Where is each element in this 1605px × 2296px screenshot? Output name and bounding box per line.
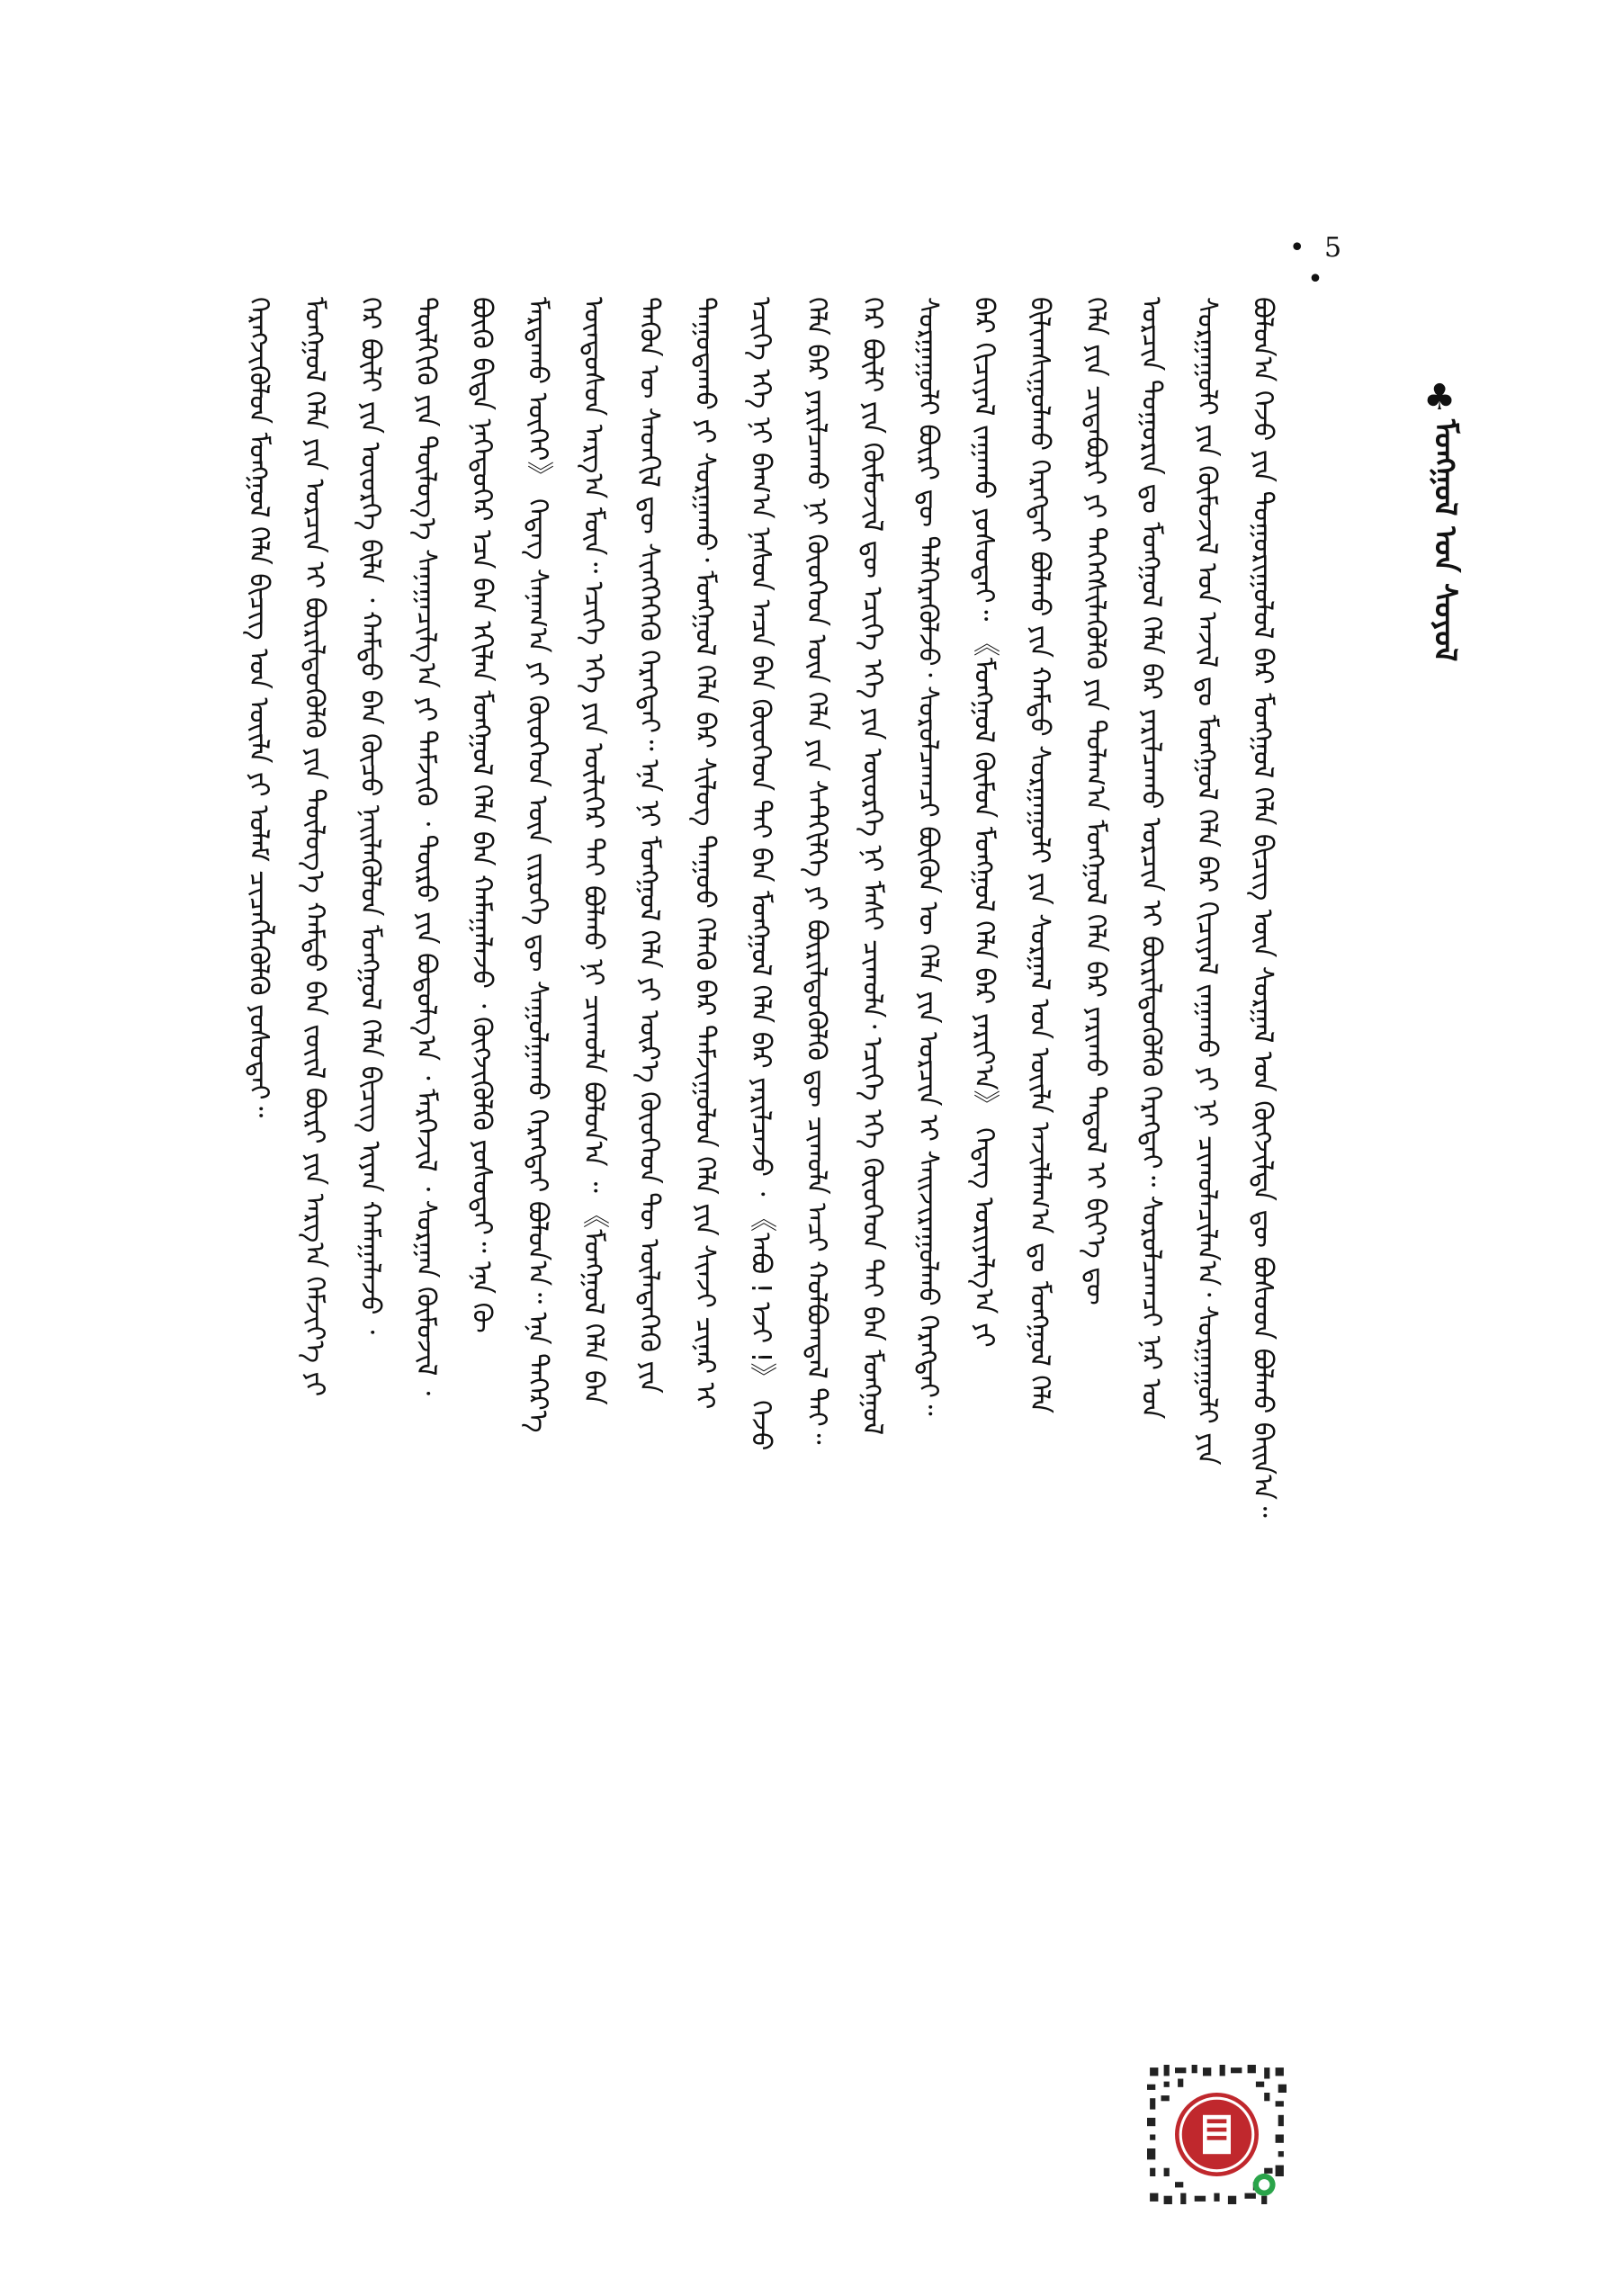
text-line: ᠬᠡᠯᠡ ᠪᠡᠷ ᠶᠠᠷᠢᠯᠴᠠᠬᠤ ᠨᠢ ᠬᠦᠦᠬᠡᠳ ᠦᠨ ᠬᠡᠯᠡ ᠶᠢᠨ ᠰᠡᠲᠭᠢᠯᠭᠡ ᠶᠢ ᠪᠦᠷᠢᠯᠳᠦᠭᠦᠯᠬᠦ ᠳᠦ ᠴᠢᠬᠤᠯᠠ ᠠᠴᠢ ᠬᠣᠯᠪᠣᠭᠳᠠᠯ ᠲᠠᠢ᠃ <box>801 297 832 1445</box>
header-title: ᠮᠣᠩᠭᠣᠯ ᠤᠨ ᠰᠣᠶᠣᠯ <box>1427 419 1463 662</box>
text-line: ᠬᠡᠯᠡ ᠶᠢᠨ ᠴᠢᠳᠠᠪᠤᠷᠢ ᠶᠢ ᠳᠡᠭᠡᠭᠰᠢᠯᠡᠭᠦᠯᠬᠦ ᠶᠢᠨ ᠲᠤᠯᠠᠭ᠎ᠠ ᠮᠣᠩᠭᠣᠯ ᠬᠡᠯᠡ ᠪᠡᠷ ᠶᠠᠷᠢᠬᠤ ᠳᠠᠳᠤᠯ ᠢ ᠪᠢᠶ᠎ᠡ ᠳᠦ <box>1080 297 1111 1305</box>
club-icon: ♣ <box>1423 377 1456 418</box>
running-header <box>1412 377 1466 662</box>
body-text <box>238 297 1282 1970</box>
text-line: ᠭᠡᠷ ᠪᠦᠯᠢ ᠶᠢᠨ ᠬᠦᠮᠦᠵᠢᠯ ᠳᠦ ᠡᠴᠢᠭᠡ ᠡᠬᠡ ᠶᠢᠨ ᠦᠦᠷᠭᠡ ᠨᠢ ᠮᠠᠰᠢ ᠴᠢᠬᠤᠯᠠ᠂ ᠡᠴᠢᠭᠡ ᠡᠬᠡ ᠬᠦᠦᠬᠡᠳ ᠲᠡᠢ ᠪᠡᠨ ᠮᠣᠩᠭᠣᠯ <box>856 297 888 1436</box>
text-line: ᠪᠣᠯᠤᠨ᠎ᠠ ᠭᠡᠵᠦ ᠶᠢᠨ ᠲᠣᠭᠣᠷᠢᠭᠤᠯᠤᠯ ᠪᠠᠷ ᠮᠣᠩᠭᠣᠯ ᠬᠡᠯᠡ ᠪᠢᠴᠢᠭ ᠦᠨ ᠰᠤᠷᠭᠠᠯ ᠤᠨ ᠬᠥᠭᠵᠢᠯᠲᠡ ᠳᠦ ᠪᠤᠰᠤᠳ ᠪᠣᠯᠬᠤ ᠪᠠᠢ᠌ᠨ᠎ᠠ᠃ <box>1247 297 1278 1518</box>
qr-code[interactable] <box>1147 2065 1287 2204</box>
text-line: ᠭᠡᠷ ᠪᠦᠯᠢ ᠶᠢᠨ ᠦᠦᠷᠭᠡ ᠪᠢᠯᠡ ᠂ ᠬᠠᠮᠲᠤ ᠪᠡᠨ ᠬᠦᠴᠦ ᠨᠡᠢ᠌ᠯᠡᠭᠦᠯᠦᠨ ᠮᠣᠩᠭᠣᠯ ᠬᠡᠯᠡ ᠪᠢᠴᠢᠭ ᠢᠶᠡᠨ ᠬᠠᠮᠠᠭᠠᠯᠠᠵᠤ ᠂ <box>354 297 386 1335</box>
text-line: ᠡᠴᠢᠭᠡ ᠡᠬᠡ ᠨᠢ ᠪᠠᠭ᠎ᠠ ᠨᠠᠰᠤᠨ ᠠᠴᠠ ᠪᠡᠨ ᠬᠦᠦᠬᠡᠳ ᠲᠡᠢ ᠪᠡᠨ ᠮᠣᠩᠭᠣᠯ ᠬᠡᠯᠡ ᠪᠡᠷ ᠶᠠᠷᠢᠯᠴᠠᠵᠤ ᠂ 《ᠠᠪᠤ ! ᠡᠵᠢ !》 ᠭᠡᠵᠦ <box>745 297 776 1451</box>
text-line: ᠰᠤᠷᠭᠠᠭᠤᠯᠢ ᠪᠦᠷᠢ ᠳᠦ ᠳᠡᠯᠭᠡᠷᠡᠭᠦᠯᠵᠦ᠂ ᠰᠤᠷᠤᠯᠴᠠᠭᠴᠢ ᠪᠦᠬᠦᠨ ᠦ ᠬᠡᠯᠡ ᠶᠢᠨ ᠣᠷᠴᠢᠨ ᠢ ᠰᠠᠢ᠌ᠵᠢᠷᠠᠭᠤᠯᠬᠤ ᠬᠡᠷᠡᠭᠲᠡᠢ᠃ <box>912 297 944 1416</box>
page-number: • 5 • <box>1288 232 1348 295</box>
text-line: ᠲᠡᠭᠦᠨ ᠦ ᠰᠡᠳᠭᠢᠯ ᠳᠦ ᠰᠢᠩᠭᠡᠭᠡᠬᠦ ᠬᠡᠷᠡᠭᠲᠡᠢ᠃ ᠡᠨᠡ ᠨᠢ ᠮᠣᠩᠭᠣᠯ ᠬᠡᠯᠡ ᠶᠢ ᠦᠷ᠎ᠡ ᠬᠦᠦᠬᠡᠳ ᠲᠦ ᠦᠯᠡᠳᠡᠭᠡᠬᠦ ᠶᠢᠨ <box>633 297 665 1394</box>
text-line: ᠪᠡᠷ ᠬᠢᠴᠢᠶᠡᠯ ᠵᠠᠭᠠᠬᠤ ᠶᠣᠰᠤᠲᠠᠢ᠃ 《ᠮᠣᠩᠭᠣᠯ ᠬᠦᠮᠦᠨ ᠮᠣᠩᠭᠣᠯ ᠬᠡᠯᠡ ᠪᠡᠷ ᠶᠠᠷᠢᠶ᠎ᠠ》 ᠭᠡᠳᠡᠭ ᠤᠷᠢᠶᠠᠯᠭ᠎ᠠ ᠶᠢ <box>968 297 1000 1348</box>
qr-code-icon <box>1147 2065 1287 2204</box>
text-line: ᠪᠢᠯᠢᠭᠰᠢᠭᠤᠯᠬᠤ ᠬᠡᠷᠡᠭᠲᠡᠢ ᠪᠣᠯᠬᠤ ᠶᠢᠨ ᠬᠠᠮᠲᠤ ᠰᠤᠷᠭᠠᠭᠤᠯᠢ ᠶᠢᠨ ᠰᠤᠷᠭᠠᠯ ᠤᠨ ᠦᠢᠯᠡ ᠠᠵᠢᠯᠯᠠᠭ᠎ᠠ ᠳᠤ ᠮᠣᠩᠭᠣᠯ ᠬᠡᠯᠡ <box>1024 297 1055 1414</box>
text-line: ᠰᠤᠷᠭᠠᠭᠤᠯᠢ ᠶᠢᠨ ᠬᠦᠮᠦᠵᠢᠯ ᠤᠨ ᠠᠵᠢᠯ ᠳᠤ ᠮᠣᠩᠭᠣᠯ ᠬᠡᠯᠡ ᠪᠡᠷ ᠬᠢᠴᠢᠶᠡᠯ ᠵᠠᠭᠠᠬᠤ ᠶᠢ ᠨᠢ ᠴᠢᠬᠤᠯᠠᠴᠢᠯᠠᠨ᠎ᠠ᠂ ᠰᠤᠷᠭᠠᠭᠤᠯᠢ ᠶᠢᠨ <box>1191 297 1223 1466</box>
text-line: ᠬᠡᠷᠡᠭᠵᠢᠭᠦᠯᠦᠨ ᠮᠣᠩᠭᠣᠯ ᠬᠡᠯᠡ ᠪᠢᠴᠢᠭ ᠤᠨ ᠦᠢᠯᠡ ᠶᠢ ᠤᠯᠠᠮ ᠴᠢᠴᠡᠭᠯᠡᠭᠦᠯᠬᠦ ᠶᠣᠰᠤᠲᠠᠢ᠃ <box>243 297 274 1118</box>
text-line: ᠮᠣᠩᠭᠣᠯ ᠬᠡᠯᠡ ᠶᠢᠨ ᠣᠷᠴᠢᠨ ᠢ ᠪᠦᠷᠢᠯᠳᠦᠭᠦᠯᠬᠦ ᠶᠢᠨ ᠲᠥᠯᠥᠭ᠎ᠡ ᠬᠠᠮᠲᠤ ᠪᠡᠨ ᠵᠦᠢᠯ ᠪᠦᠷᠢ ᠶᠢᠨ ᠠᠷᠭ᠎ᠠ ᠬᠡᠮᠵᠢᠶ᠎ᠡ ᠶᠢ <box>299 297 330 1397</box>
text-line: ᠪᠦᠬᠦ ᠪᠢᠳᠡ ᠨᠡᠭᠡᠳᠦᠭᠡᠷ ᠡᠴᠡ ᠪᠡᠨ ᠡᠬᠢᠯᠡᠨ ᠮᠣᠩᠭᠣᠯ ᠬᠡᠯᠡ ᠪᠡᠨ ᠬᠠᠮᠠᠭᠠᠯᠠᠵᠤ ᠂ ᠬᠥᠭᠵᠢᠭᠦᠯᠬᠦ ᠶᠣᠰᠤᠲᠠᠢ᠃ ᠡᠨᠡ ᠬᠦ <box>466 297 498 1333</box>
text-line: ᠲᠦᠯᠬᠢᠬᠦ ᠶᠢᠨ ᠲᠥᠯᠥᠭ᠎ᠡ ᠰᠠᠨᠠᠭᠠᠴᠢᠯᠭ᠎ᠠ ᠶᠢ ᠳᠡᠮᠵᠢᠬᠦ ᠂ ᠲᠥᠷᠥ ᠶᠢᠨ ᠪᠣᠳᠣᠯᠭ᠎ᠠ ᠂ ᠮᠡᠷᠭᠡᠵᠢᠯ ᠂ ᠰᠤᠷᠭᠠᠨ ᠬᠥᠮᠦᠵᠢᠯ ᠂ <box>410 297 442 1396</box>
text-line: ᠦᠨᠳᠦᠰᠦᠨ ᠠᠷᠭ᠎ᠠ ᠮᠥᠨ᠃ ᠡᠴᠢᠭᠡ ᠡᠬᠡ ᠶᠢᠨ ᠦᠯᠢᠭᠡᠷ ᠲᠡᠢ ᠪᠣᠯᠬᠤ ᠨᠢ ᠴᠢᠬᠤᠯᠠ ᠪᠣᠯᠤᠨ᠎ᠠ ᠃ 《ᠮᠣᠩᠭᠣᠯ ᠬᠡᠯᠡ ᠪᠡᠨ <box>578 297 609 1405</box>
text-line: ᠳᠠᠭᠤᠳᠠᠬᠤ ᠶᠢ ᠰᠤᠷᠭᠠᠬᠤ᠂ ᠮᠣᠩᠭᠣᠯ ᠬᠡᠯᠡ ᠪᠡᠷ ᠰᠢᠯᠦᠭ ᠳᠠᠭᠤᠤ ᠬᠡᠯᠡᠬᠦ ᠪᠡᠷ ᠳᠠᠮᠵᠢᠭᠤᠯᠤᠨ ᠬᠡᠯᠡ ᠶᠢᠨ ᠰᠢᠨᠵᠢ ᠴᠢᠨᠠᠷ ᠢ <box>689 297 721 1410</box>
text-line: ᠣᠷᠴᠢᠨ ᠲᠣᠭᠣᠷᠢᠨ ᠳᠤ ᠮᠣᠩᠭᠣᠯ ᠬᠡᠯᠡ ᠪᠡᠷ ᠶᠠᠷᠢᠯᠴᠠᠬᠤ ᠣᠷᠴᠢᠨ ᠢ ᠪᠦᠷᠢᠯᠳᠦᠭᠦᠯᠬᠦ ᠬᠡᠷᠡᠭᠲᠡᠢ᠃ ᠰᠤᠷᠤᠯᠴᠠᠭᠴᠢ ᠨᠠᠷ ᠤᠨ <box>1135 297 1167 1420</box>
text-line: ᠮᠠᠷᠳᠠᠬᠤ ᠦᠭᠡᠢ》 ᠭᠡᠳᠡᠭ ᠰᠠᠨᠠᠭ᠎ᠠ ᠶᠢ ᠬᠦᠦᠬᠡᠳ ᠦᠨ ᠵᠢᠷᠦᠬᠡ ᠳᠦ ᠰᠠᠭᠤᠯᠭᠠᠬᠤ ᠬᠡᠷᠡᠭᠲᠡᠢ ᠪᠣᠯᠤᠨ᠎ᠠ᠃ ᠡᠨᠡ ᠳᠡᠭᠡᠷ᠎ᠡ <box>522 297 553 1433</box>
